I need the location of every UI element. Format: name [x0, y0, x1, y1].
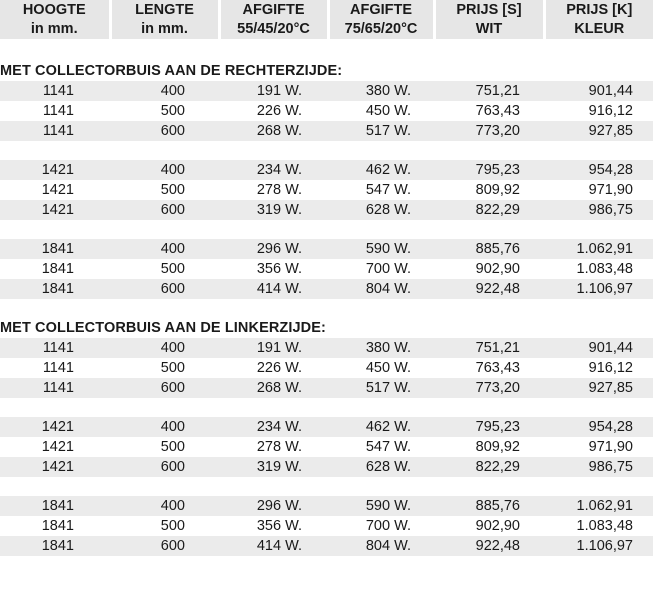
cell-afgifte-75: 450 W.: [365, 103, 411, 119]
cell-prijs-wit: 922,48: [434, 279, 544, 299]
cell-prijs-wit: 809,92: [475, 182, 520, 198]
table-row: [0, 279, 653, 299]
cell-hoogte: 1141: [0, 81, 110, 101]
cell-lengte: 500: [160, 182, 185, 198]
table-row: [0, 239, 653, 259]
cell-prijs-kleur: 1.106,97: [544, 536, 653, 556]
cell-prijs-kleur: 901,44: [544, 81, 653, 101]
cell-prijs-kleur: 1.083,48: [576, 518, 633, 534]
cell-prijs-wit: 885,76: [434, 496, 544, 516]
spacer-cell: [0, 299, 653, 318]
header-afgifte-55-line1: AFGIFTE: [242, 1, 305, 18]
cell-hoogte: 1421: [41, 182, 74, 198]
cell-lengte: 400: [110, 417, 219, 437]
table-row: [0, 496, 653, 516]
cell-hoogte: 1841: [0, 279, 110, 299]
cell-hoogte: 1421: [0, 457, 110, 477]
cell-prijs-wit: 751,21: [434, 81, 544, 101]
cell-afgifte-55: 234 W.: [219, 160, 328, 180]
header-row: [0, 0, 653, 39]
cell-prijs-wit: 763,43: [475, 103, 520, 119]
cell-afgifte-75: 700 W.: [365, 261, 411, 277]
section-title-row: [0, 61, 653, 81]
cell-lengte: 600: [110, 457, 219, 477]
cell-prijs-wit: 763,43: [475, 360, 520, 376]
cell-prijs-wit: 822,29: [434, 457, 544, 477]
spacer-row: [0, 398, 653, 417]
cell-hoogte: 1841: [41, 261, 74, 277]
cell-hoogte: 1141: [0, 121, 110, 141]
cell-prijs-kleur: 916,12: [588, 360, 633, 376]
cell-afgifte-75: 450 W.: [365, 360, 411, 376]
cell-prijs-wit: 809,92: [475, 439, 520, 455]
table-row: [0, 180, 653, 200]
table-row: [0, 338, 653, 358]
cell-hoogte: 1841: [0, 536, 110, 556]
table-row: [0, 160, 653, 180]
cell-afgifte-55: 356 W.: [256, 261, 302, 277]
cell-afgifte-75: 462 W.: [328, 160, 434, 180]
cell-afgifte-75: 462 W.: [328, 417, 434, 437]
header-lengte: [110, 0, 219, 39]
cell-afgifte-75: 628 W.: [328, 200, 434, 220]
cell-hoogte: 1421: [0, 160, 110, 180]
spacer-cell: [0, 398, 653, 417]
cell-afgifte-55: 268 W.: [219, 378, 328, 398]
spacer-cell: [0, 220, 653, 239]
cell-prijs-wit: 751,21: [434, 338, 544, 358]
cell-prijs-wit: 902,90: [475, 518, 520, 534]
cell-prijs-kleur: 971,90: [588, 439, 633, 455]
spacer-cell: [0, 141, 653, 160]
cell-lengte: 500: [160, 103, 185, 119]
header-afgifte-75: [328, 0, 434, 39]
header-hoogte-line1: HOOGTE: [22, 1, 86, 18]
cell-afgifte-75: 590 W.: [328, 496, 434, 516]
spacer-row: [0, 39, 653, 61]
cell-lengte: 500: [160, 261, 185, 277]
cell-prijs-kleur: 1.083,48: [576, 261, 633, 277]
header-prijs-kleur-line2: KLEUR: [574, 20, 625, 37]
table-body: [0, 39, 653, 556]
header-prijs-wit-line1: PRIJS [S]: [456, 1, 522, 18]
cell-hoogte: 1841: [41, 518, 74, 534]
cell-afgifte-55: 319 W.: [219, 200, 328, 220]
header-hoogte-line2: in mm.: [30, 20, 78, 37]
cell-afgifte-75: 517 W.: [328, 378, 434, 398]
cell-lengte: 600: [110, 200, 219, 220]
cell-prijs-kleur: 927,85: [544, 378, 653, 398]
spacer-row: [0, 477, 653, 496]
cell-lengte: 400: [110, 239, 219, 259]
cell-hoogte: 1841: [0, 496, 110, 516]
header-afgifte-75-line2: 75/65/20°C: [344, 20, 418, 37]
spacer-row: [0, 220, 653, 239]
cell-prijs-wit: 773,20: [434, 378, 544, 398]
cell-lengte: 600: [110, 279, 219, 299]
cell-afgifte-75: 590 W.: [328, 239, 434, 259]
header-prijs-wit-line2: WIT: [475, 20, 503, 37]
table-row: [0, 121, 653, 141]
cell-afgifte-75: 380 W.: [328, 81, 434, 101]
cell-prijs-kleur: 901,44: [544, 338, 653, 358]
table-row: [0, 417, 653, 437]
table-header: [0, 0, 653, 39]
header-prijs-kleur: [544, 0, 653, 39]
cell-lengte: 400: [110, 338, 219, 358]
cell-prijs-wit: 822,29: [434, 200, 544, 220]
table-row: [0, 437, 653, 457]
cell-afgifte-75: 628 W.: [328, 457, 434, 477]
cell-afgifte-55: 414 W.: [219, 279, 328, 299]
cell-afgifte-55: 296 W.: [219, 239, 328, 259]
spacer-row: [0, 299, 653, 318]
cell-afgifte-55: 278 W.: [256, 439, 302, 455]
cell-hoogte: 1141: [0, 338, 110, 358]
section-title: MET COLLECTORBUIS AAN DE LINKERZIJDE:: [0, 320, 326, 336]
table-row: [0, 101, 653, 121]
section-title: MET COLLECTORBUIS AAN DE RECHTERZIJDE:: [0, 63, 343, 79]
cell-prijs-kleur: 954,28: [544, 417, 653, 437]
cell-hoogte: 1141: [0, 378, 110, 398]
header-prijs-wit: [434, 0, 544, 39]
cell-afgifte-55: 226 W.: [256, 103, 302, 119]
table-row: [0, 536, 653, 556]
cell-lengte: 500: [160, 518, 185, 534]
table-row: [0, 200, 653, 220]
cell-afgifte-55: 191 W.: [219, 338, 328, 358]
cell-afgifte-55: 319 W.: [219, 457, 328, 477]
cell-afgifte-55: 296 W.: [219, 496, 328, 516]
header-lengte-line1: LENGTE: [135, 1, 194, 18]
cell-afgifte-75: 517 W.: [328, 121, 434, 141]
cell-lengte: 600: [110, 378, 219, 398]
cell-prijs-kleur: 986,75: [544, 200, 653, 220]
cell-lengte: 400: [110, 81, 219, 101]
cell-afgifte-75: 804 W.: [328, 279, 434, 299]
cell-afgifte-75: 380 W.: [328, 338, 434, 358]
table-row: [0, 378, 653, 398]
header-prijs-kleur-line1: PRIJS [K]: [566, 1, 633, 18]
cell-afgifte-55: 278 W.: [256, 182, 302, 198]
header-hoogte: [0, 0, 110, 39]
cell-hoogte: 1141: [42, 360, 74, 376]
cell-prijs-wit: 795,23: [434, 417, 544, 437]
cell-afgifte-55: 234 W.: [219, 417, 328, 437]
spacer-cell: [0, 477, 653, 496]
cell-lengte: 600: [110, 121, 219, 141]
cell-afgifte-75: 547 W.: [365, 182, 411, 198]
table-row: [0, 457, 653, 477]
cell-prijs-wit: 795,23: [434, 160, 544, 180]
cell-lengte: 500: [160, 360, 185, 376]
cell-hoogte: 1841: [0, 239, 110, 259]
cell-prijs-kleur: 1.062,91: [544, 239, 653, 259]
cell-prijs-wit: 922,48: [434, 536, 544, 556]
header-afgifte-55: [219, 0, 328, 39]
cell-hoogte: 1141: [42, 103, 74, 119]
cell-prijs-kleur: 916,12: [588, 103, 633, 119]
cell-lengte: 600: [110, 536, 219, 556]
cell-afgifte-75: 547 W.: [365, 439, 411, 455]
cell-hoogte: 1421: [41, 439, 74, 455]
table-row: [0, 81, 653, 101]
cell-afgifte-55: 191 W.: [219, 81, 328, 101]
cell-prijs-wit: 902,90: [475, 261, 520, 277]
cell-afgifte-55: 356 W.: [256, 518, 302, 534]
header-lengte-line2: in mm.: [141, 20, 188, 37]
cell-lengte: 500: [160, 439, 185, 455]
spacer-row: [0, 141, 653, 160]
table-row: [0, 516, 653, 536]
cell-prijs-wit: 885,76: [434, 239, 544, 259]
spacer-cell: [0, 39, 653, 61]
cell-prijs-wit: 773,20: [434, 121, 544, 141]
cell-prijs-kleur: 1.106,97: [544, 279, 653, 299]
cell-prijs-kleur: 986,75: [544, 457, 653, 477]
cell-afgifte-55: 268 W.: [219, 121, 328, 141]
table-row: [0, 259, 653, 279]
cell-lengte: 400: [110, 496, 219, 516]
cell-prijs-kleur: 927,85: [544, 121, 653, 141]
header-afgifte-75-line1: AFGIFTE: [349, 1, 413, 18]
cell-hoogte: 1421: [0, 200, 110, 220]
table-row: [0, 358, 653, 378]
cell-prijs-kleur: 971,90: [588, 182, 633, 198]
cell-prijs-kleur: 954,28: [544, 160, 653, 180]
cell-afgifte-55: 414 W.: [219, 536, 328, 556]
header-afgifte-55-line2: 55/45/20°C: [237, 20, 310, 37]
cell-afgifte-55: 226 W.: [256, 360, 302, 376]
cell-lengte: 400: [110, 160, 219, 180]
cell-prijs-kleur: 1.062,91: [544, 496, 653, 516]
cell-afgifte-75: 700 W.: [365, 518, 411, 534]
cell-afgifte-75: 804 W.: [328, 536, 434, 556]
section-title-row: [0, 318, 653, 338]
cell-hoogte: 1421: [0, 417, 110, 437]
